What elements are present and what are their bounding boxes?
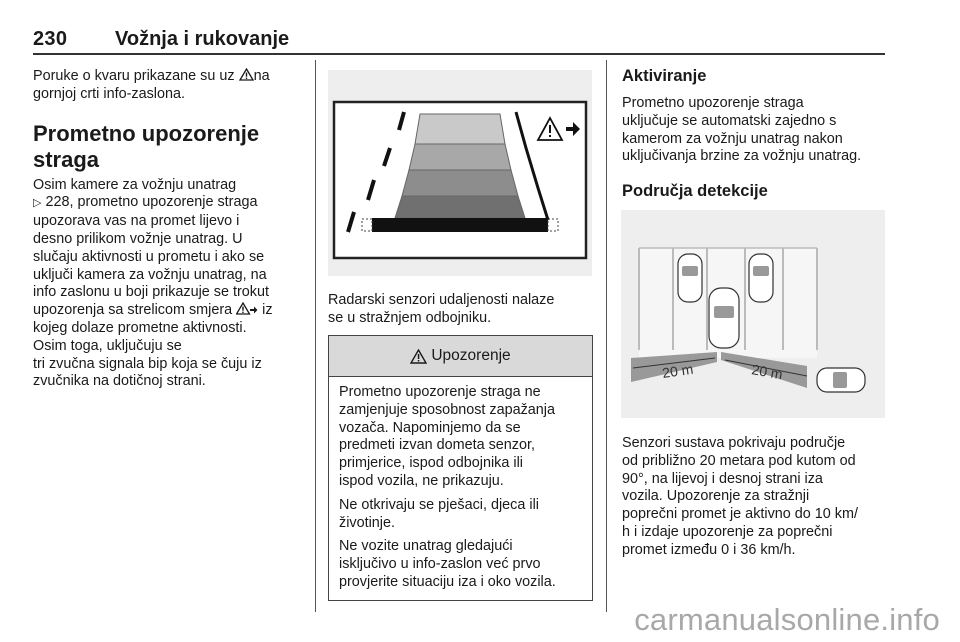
watermark: carmanualsonline.info [634,602,940,637]
warning-header [329,336,592,377]
warning-triangle-arrow-icon [236,302,258,315]
warning-paragraph-3: Ne vozite unatrag gledajući isključivo u info-zaslon već prvo provjerite situaciju iza i oko vozila. [339,538,556,590]
distance-label-left: 20 m [661,360,695,381]
warning-body [329,377,592,592]
column-divider-left [315,60,316,612]
detection-zone-illustration [621,210,885,418]
page-reference-arrow-icon: ▷ [33,197,42,210]
distance-label-right: 20 m [750,361,784,383]
page-reference-link[interactable]: 228, prometno upozorenje straga [45,194,258,211]
detection-areas-heading: Područja detekcije [622,182,768,201]
warning-paragraph-2: Ne otkrivaju se pješaci, djeca ili životinje. [339,496,539,531]
page-number: 230 [33,28,68,50]
warning-paragraph-1: Prometno upozorenje straga ne zamjenjuje sposobnost zapažanja vozača. Napominjemo da se predmeti izvan dometa senzor, primjerice, ispod odbojnika ili ispod vozila, ne prikazuju. [339,384,556,489]
column-1 [33,68,308,391]
rear-camera-display-illustration [328,70,592,276]
warning-triangle-icon [239,68,254,81]
figure-caption: Radarski senzori udaljenosti nalaze se u stražnjem odbojniku. [328,292,555,326]
intro-line-1: Poruke o kvaru prikazane su uz na [33,68,270,84]
detection-area-figure [621,210,885,418]
detection-paragraph: Senzori sustava pokrivaju područje od približno 20 metara pod kutom od 90°, na lijevoj i desnoj strani iza vozila. Upozorenje za stražnji poprečni promet je aktivno do 10 km/ h i izdaje upozorenje za poprečni promet između 0 i 36 km/h. [622,435,858,558]
warning-triangle-icon [410,349,427,364]
activation-heading: Aktiviranje [622,67,707,85]
activation-paragraph: Prometno upozorenje straga uključuje se automatski zajedno s kamerom za vožnju unatrag nakon uključivanja brzine za vožnju unatrag. [622,95,862,165]
column-divider-right [606,60,607,612]
header-rule [33,53,885,55]
section-heading: Prometno upozorenje straga [33,120,260,172]
intro-line-2: gornjoj crti info-zaslona. [33,85,185,102]
warning-box [328,335,593,601]
warning-title: Upozorenje [431,347,511,364]
column-3 [622,66,890,201]
chapter-title: Vožnja i rukovanje [115,28,290,50]
section-paragraph: Osim kamere za vožnju unatrag ▷ 228, prometno upozorenje straga upozorava vas na promet lijevo i desno prilikom vožnje unatrag. U slučaju aktivnosti u prometu i ako se uključi kamera za vožnju unatrag, na info zaslonu u boji prikazuje se trokut upozorenja sa strelicom smjera iz kojeg dolaze prometne aktivnosti. Osim toga, uključuju se tri zvučna signala bip koja se čuju iz zvučnika na dotičnoj strani. [33,176,273,390]
parking-display-figure [328,70,592,276]
